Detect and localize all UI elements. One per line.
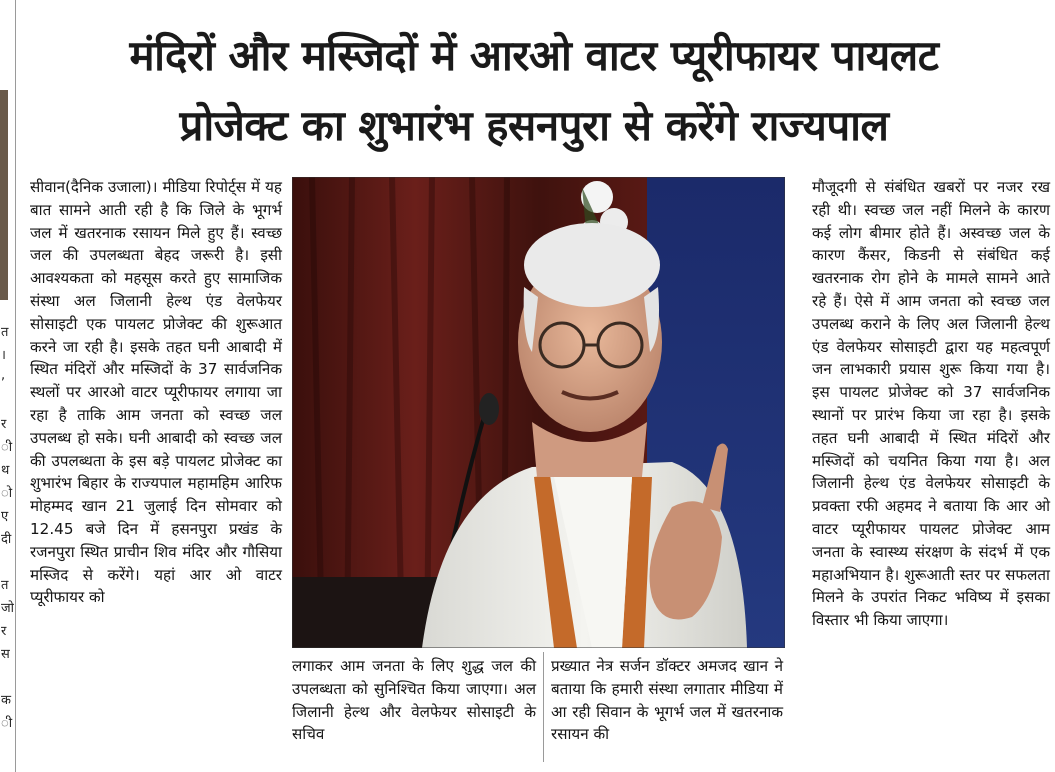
article-column-2	[292, 655, 536, 746]
column-1-text: सीवान(दैनिक उजाला)। मीडिया रिपोर्ट्स में यह बात सामने आती रही है कि जिले के भूगर्भ जल में खतरनाक रसायन मिले हुए हैं। स्वच्छ जल की उपलब्धता बेहद जरूरी है। इसी आवश्यकता को महसूस करते हुए सामाजिक संस्था अल जिलानी हेल्थ एंड वेलफेयर सोसाइटी एक पायलट प्रोजेक्ट की शुरूआत करने जा रही है। इसके तहत घनी आबादी में स्थित मंदिरों और मस्जिदों के 37 सार्वजनिक स्थलों पर आरओ वाटर प्यूरीफायर लगाया जा रहा है ताकि आम जनता को स्वच्छ जल उपलब्ध हो सके। घनी आबादी को स्वच्छ जल की उपलब्धता के इस बड़े पायलट प्रोजेक्ट का शुभारंभ बिहार के राज्यपाल महामहिम आरिफ मोहम्मद खान 21 जुलाई दिन सोमवार को 12.45 बजे दिन में हसनपुरा प्रखंड के रजनपुरा स्थित प्राचीन शिव मंदिर और गौसिया मस्जिद से करेंगे। यहां आर ओ वाटर प्यूरीफायर को	[30, 178, 282, 607]
column-2-text: लगाकर आम जनता के लिए शुद्ध जल की उपलब्धता को सुनिश्चित किया जाएगा। अल जिलानी हेल्थ और वेलफेयर सोसाइटी के सचिव	[292, 657, 536, 744]
edge-fragment: दी	[1, 532, 12, 547]
governor-photo	[292, 177, 785, 648]
edge-fragment: र	[1, 624, 7, 639]
edge-fragment: ी	[1, 440, 13, 455]
adjacent-article-edge	[0, 0, 14, 772]
edge-fragment: ए	[1, 509, 9, 524]
adjacent-photo-edge	[0, 90, 8, 300]
edge-fragment: ी	[1, 716, 13, 731]
article-column-1	[30, 176, 282, 609]
edge-fragment: ।	[1, 348, 6, 363]
edge-fragment: र	[1, 417, 7, 432]
article-column-4	[812, 176, 1050, 632]
article-column-3	[551, 655, 783, 746]
column-4-text: मौजूदगी से संबंधित खबरों पर नजर रख रही थी। स्वच्छ जल नहीं मिलने के कारण कई लोग बीमार होते हैं। अस्वच्छ जल के कारण कैंसर, किडनी से संबंधित कई खतरनाक रोग होने के मामले सामने आते रहे हैं। ऐसे में आम जनता को स्वच्छ जल उपलब्ध कराने के लिए अल जिलानी हेल्थ एंड वेलफेयर सोसाइटी द्वारा यह महत्वपूर्ण जन लाभकारी प्रयास शुरू किया गया है। इस पायलट प्रोजेक्ट को 37 सार्वजनिक स्थानों पर प्रारंभ किया जा रहा है। इसके तहत घनी आबादी में स्थित मंदिरों और मस्जिदों को चयनित किया गया है। अल जिलानी हेल्थ एंड वेलफेयर सोसाइटी के प्रवक्ता रफी अहमद ने बताया कि आर ओ वाटर प्यूरीफायर पायलट प्रोजेक्ट आम जनता के स्वास्थ्य संरक्षण के संदर्भ में एक महाअभियान है। शुरूआती स्तर पर सफलता मिलने के उपरांत निकट भविष्य में इसका विस्तार भी किया जाएगा।	[812, 178, 1050, 630]
edge-fragment: ,	[1, 368, 6, 383]
headline-line-1: मंदिरों और मस्जिदों में आरओ वाटर प्यूरीफायर पायलट	[129, 31, 939, 80]
edge-fragment: स	[1, 647, 10, 662]
edge-fragment: त	[1, 325, 9, 340]
governor-speaking-photo-icon	[292, 177, 785, 648]
edge-fragment: क	[1, 693, 11, 708]
headline-line-2: प्रोजेक्ट का शुभारंभ हसनपुरा से करेंगे राज्यपाल	[179, 101, 889, 150]
edge-fragment: ो	[1, 486, 13, 501]
edge-fragment: जो	[1, 601, 14, 616]
column-3-text: प्रख्यात नेत्र सर्जन डॉक्टर अमजद खान ने बताया कि हमारी संस्था लगातार मीडिया में आ रही सिवान के भूगर्भ जल में खतरनाक रसायन की	[551, 657, 783, 744]
column-divider	[543, 652, 544, 762]
edge-fragment: थ	[1, 463, 10, 478]
edge-fragment: त	[1, 578, 9, 593]
